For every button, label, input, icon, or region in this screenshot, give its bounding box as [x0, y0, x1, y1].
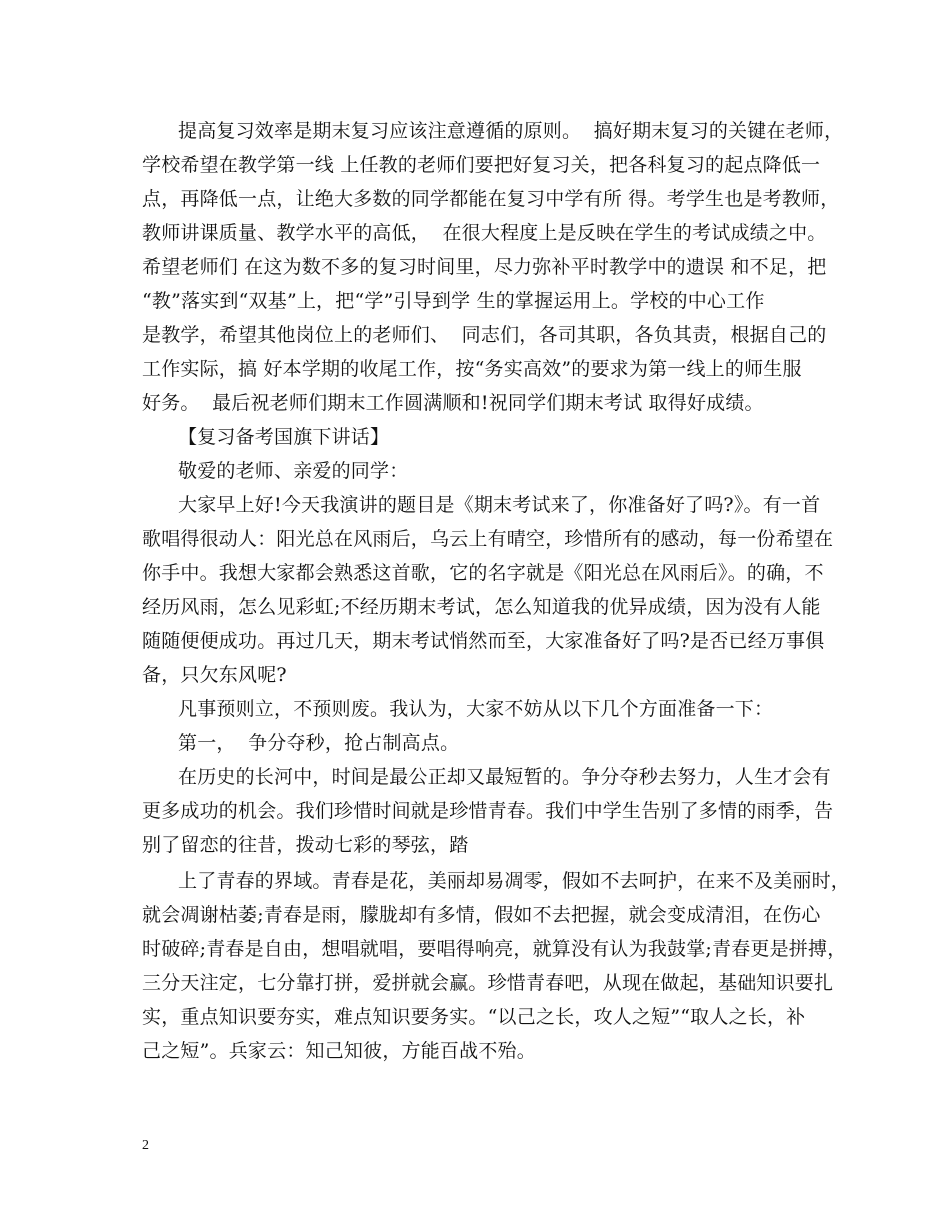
- text-line: 学校希望在教学第一线 上任教的老师们要把好复习关，把各科复习的起点降低一: [142, 154, 821, 176]
- text-line: 大家早上好!今天我演讲的题目是《期末考试来了，你准备好了吗?》。有一首: [178, 494, 821, 516]
- text-line: 你手中。我想大家都会熟悉这首歌，它的名字就是《阳光总在风雨后》。的确，不: [142, 562, 824, 584]
- salutation: 敬爱的老师、亲爱的同学：: [178, 460, 409, 482]
- text-line: 别了留恋的往昔，拨动七彩的琴弦，踏: [142, 834, 469, 856]
- text-line: 工作实际，搞 好本学期的收尾工作，按“务实高效”的要求为第一线上的师生服: [142, 358, 802, 380]
- text-line: 实，重点知识要夯实，难点知识要务实。“以己之长，攻人之短”“取人之长，补: [142, 1006, 806, 1028]
- text-line: 三分天注定，七分靠打拼，爱拼就会赢。珍惜青春吧，从现在做起，基础知识要扎: [142, 972, 834, 994]
- page-number: 2: [142, 1138, 149, 1153]
- text-line: 在历史的长河中，时间是最公正却又最短暂的。争分夺秒去努力，人生才会有: [178, 766, 831, 788]
- text-line: 上了青春的界域。青春是花，美丽却易凋零，假如不去呵护，在来不及美丽时，: [178, 870, 851, 892]
- text-line: 点，再降低一点，让绝大多数的同学都能在复习中学有所 得。考学生也是考教师，: [142, 188, 840, 210]
- text-line: 随随便便成功。再过几天，期末考试悄然而至，大家准备好了吗?是否已经万事俱: [142, 630, 825, 652]
- text-line: 就会凋谢枯萎;青春是雨，朦胧却有多情，假如不去把握，就会变成清泪，在伤心: [142, 904, 821, 926]
- text-line: 是教学，希望其他岗位上的老师们、 同志们，各司其职，各负其责，根据自己的: [142, 324, 827, 346]
- text-line: 更多成功的机会。我们珍惜时间就是珍惜青春。我们中学生告别了多情的雨季，告: [142, 800, 834, 822]
- text-line: 希望老师们 在这为数不多的复习时间里，尽力弥补平时教学中的遗误 和不足，把: [142, 256, 827, 278]
- text-line: 教师讲课质量、教学水平的高低， 在很大程度上是反映在学生的考试成绩之中。: [142, 222, 827, 244]
- text-line: 歌唱得很动人：阳光总在风雨后，乌云上有晴空，珍惜所有的感动，每一份希望在: [142, 528, 834, 550]
- text-line: 凡事预则立，不预则废。我认为，大家不妨从以下几个方面准备一下：: [178, 698, 774, 720]
- text-line: 第一， 争分夺秒，抢占制高点。: [178, 732, 460, 754]
- text-line: 提高复习效率是期末复习应该注意遵循的原则。 搞好期末复习的关键在老师，: [178, 120, 844, 142]
- text-line: 经历风雨，怎么见彩虹;不经历期末考试，怎么知道我的优异成绩，因为没有人能: [142, 596, 821, 618]
- text-line: “教”落实到“双基”上，把“学”引导到学 生的掌握运用上。学校的中心工作: [142, 290, 765, 312]
- text-line: 时破碎;青春是自由，想唱就唱，要唱得响亮，就算没有认为我鼓掌;青春更是拼搏，: [142, 938, 847, 960]
- text-line: 好务。 最后祝老师们期末工作圆满顺和!祝同学们期末考试 取得好成绩。: [142, 392, 764, 414]
- text-line: 己之短”。兵家云：知己知彼，方能百战不殆。: [142, 1040, 536, 1062]
- text-line: 备，只欠东风呢?: [142, 664, 287, 686]
- section-heading: 【复习备考国旗下讲话】: [178, 426, 390, 448]
